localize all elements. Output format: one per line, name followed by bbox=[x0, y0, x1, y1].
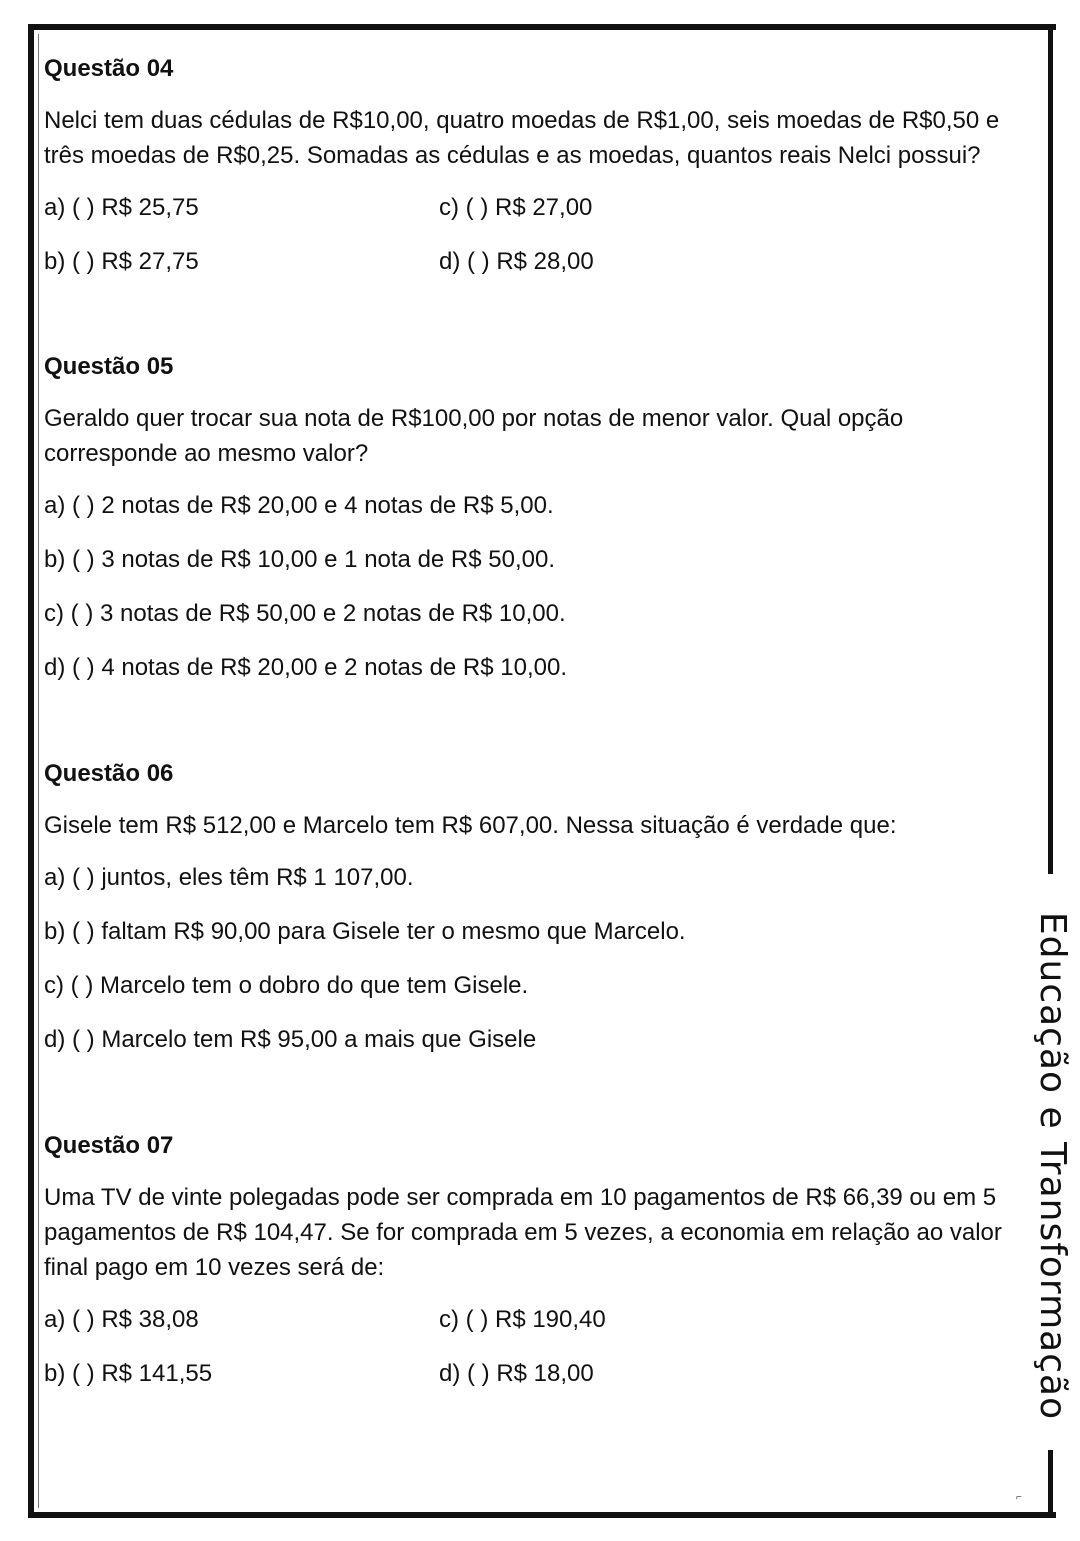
option-c[interactable]: c) ( ) 3 notas de R$ 50,00 e 2 notas de R$ 10,00. bbox=[44, 600, 566, 627]
option-c[interactable]: c) ( ) Marcelo tem o dobro do que tem Gisele. bbox=[44, 972, 529, 999]
option-b[interactable]: b) ( ) faltam R$ 90,00 para Gisele ter o mesmo que Marcelo. bbox=[44, 918, 686, 945]
option-b[interactable]: b) ( ) R$ 141,55 bbox=[44, 1360, 213, 1387]
options-grid bbox=[44, 1303, 1034, 1391]
option-d[interactable]: d) ( ) R$ 28,00 bbox=[439, 248, 594, 275]
frame-border-bottom bbox=[28, 1512, 1056, 1518]
question-04 bbox=[44, 52, 1034, 279]
side-brand-text: Educação e Transformação bbox=[1028, 904, 1076, 1428]
option-b[interactable]: b) ( ) R$ 27,75 bbox=[44, 248, 199, 275]
option-d[interactable]: d) ( ) R$ 18,00 bbox=[439, 1360, 594, 1387]
option-d[interactable]: d) ( ) 4 notas de R$ 20,00 e 2 notas de R$ 10,00. bbox=[44, 654, 568, 681]
option-c[interactable]: c) ( ) R$ 190,40 bbox=[439, 1306, 606, 1333]
question-title: Questão 05 bbox=[44, 353, 174, 380]
option-a[interactable]: a) ( ) R$ 25,75 bbox=[44, 194, 199, 221]
options-list bbox=[44, 861, 1034, 1057]
question-text: Geraldo quer trocar sua nota de R$100,00 por notas de menor valor. Qual opção corresponde ao mesmo valor? bbox=[44, 405, 904, 467]
frame-border-right-lower bbox=[1048, 1450, 1053, 1518]
question-text: Gisele tem R$ 512,00 e Marcelo tem R$ 607,00. Nessa situação é verdade que: bbox=[44, 812, 897, 839]
frame-border-top bbox=[28, 24, 1056, 30]
question-06 bbox=[44, 757, 1034, 1057]
option-b[interactable]: b) ( ) 3 notas de R$ 10,00 e 1 nota de R$ 50,00. bbox=[44, 546, 556, 573]
option-c[interactable]: c) ( ) R$ 27,00 bbox=[439, 194, 593, 221]
question-07 bbox=[44, 1129, 1034, 1391]
option-d[interactable]: d) ( ) Marcelo tem R$ 95,00 a mais que Gisele bbox=[44, 1026, 537, 1053]
question-title: Questão 04 bbox=[44, 55, 174, 82]
option-a[interactable]: a) ( ) 2 notas de R$ 20,00 e 4 notas de R$ 5,00. bbox=[44, 492, 554, 519]
question-title: Questão 06 bbox=[44, 760, 174, 787]
question-05 bbox=[44, 350, 1034, 685]
question-title: Questão 07 bbox=[44, 1132, 174, 1159]
option-a[interactable]: a) ( ) juntos, eles têm R$ 1 107,00. bbox=[44, 864, 414, 891]
question-text: Nelci tem duas cédulas de R$10,00, quatro moedas de R$1,00, seis moedas de R$0,50 e três moedas de R$0,25. Somadas as cédulas e as moedas, quantos reais Nelci possui? bbox=[44, 107, 1000, 169]
option-a[interactable]: a) ( ) R$ 38,08 bbox=[44, 1306, 199, 1333]
frame-inner-line bbox=[38, 34, 39, 1508]
worksheet-content bbox=[44, 52, 1034, 1391]
frame-border-left bbox=[28, 24, 34, 1518]
options-list bbox=[44, 489, 1034, 685]
frame-border-right-upper bbox=[1048, 24, 1053, 874]
options-grid bbox=[44, 191, 1034, 279]
question-text: Uma TV de vinte polegadas pode ser comprada em 10 pagamentos de R$ 66,39 ou em 5 pagamentos de R$ 104,47. Se for comprada em 5 vezes, a economia em relação ao valor final pago em 10 vezes será de: bbox=[44, 1184, 1002, 1281]
corner-doodle-icon: ⌐ bbox=[1016, 1492, 1022, 1503]
